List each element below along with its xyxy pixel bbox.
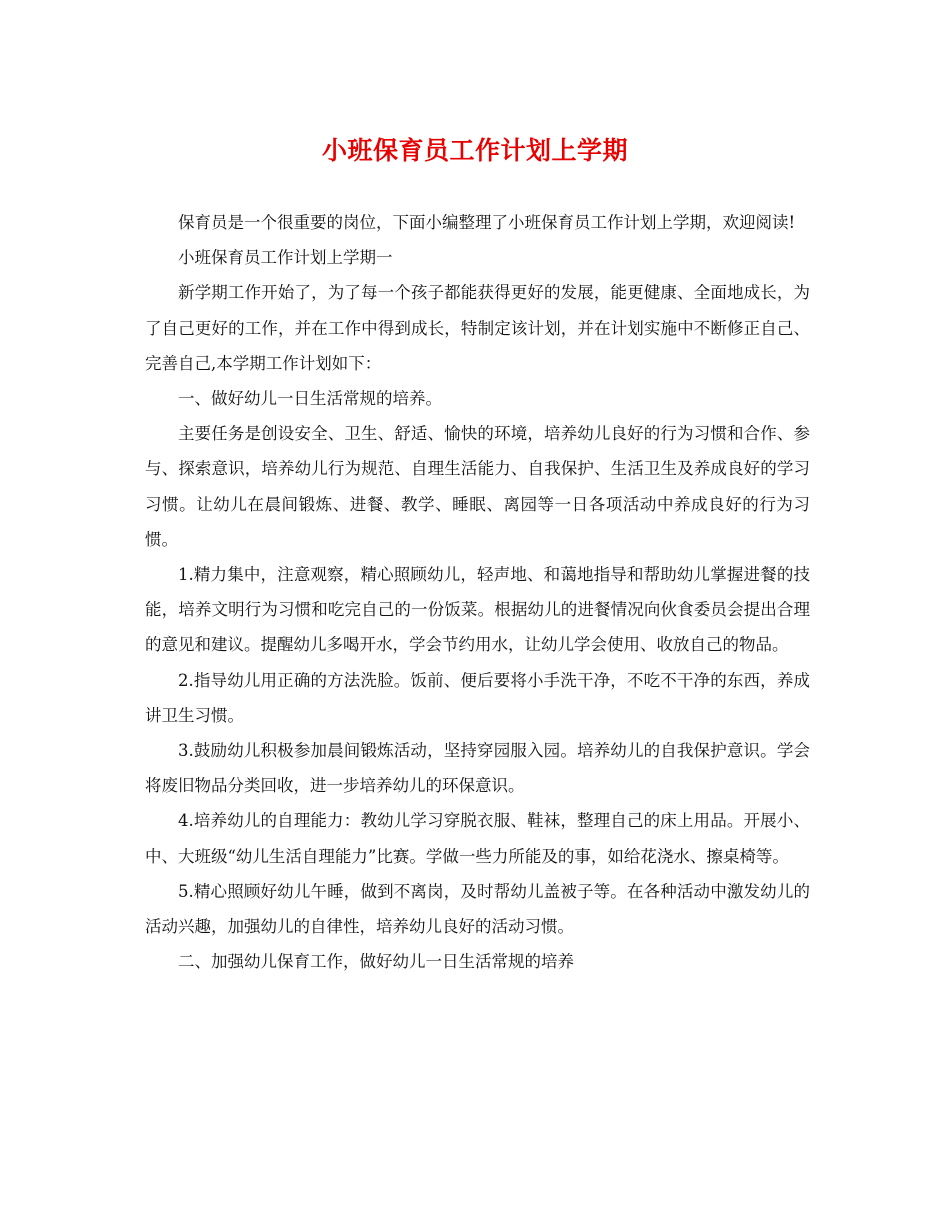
paragraph-opening: 新学期工作开始了，为了每一个孩子都能获得更好的发展，能更健康、全面地成长，为了自己更好的工作，并在工作中得到成长，特制定该计划，并在计划实施中不断修正自己、完善自己,本学期工作计划如下：	[145, 283, 810, 373]
paragraph-item-5: 5.精心照顾好幼儿午睡，做到不离岗，及时帮幼儿盖被子等。在各种活动中激发幼儿的活动兴趣，加强幼儿的自律性，培养幼儿良好的活动习惯。	[145, 881, 810, 937]
paragraph-section-heading: 小班保育员工作计划上学期一	[178, 248, 393, 268]
paragraph-item-2: 2.指导幼儿用正确的方法洗脸。饭前、便后要将小手洗干净，不吃不干净的东西，养成讲卫生习惯。	[145, 670, 810, 725]
document-body	[145, 205, 810, 979]
paragraph-item-1: 1.精力集中，注意观察，精心照顾幼儿，轻声地、和蔼地指导和帮助幼儿掌握进餐的技能，培养文明行为习惯和吃完自己的一份饭菜。根据幼儿的进餐情况向伙食委员会提出合理的意见和建议。提醒幼儿多喝开水，学会节约用水，让幼儿学会使用、收放自己的物品。	[145, 565, 810, 655]
paragraph-heading-2: 二、加强幼儿保育工作，做好幼儿一日生活常规的培养	[178, 952, 574, 972]
paragraph-main-task: 主要任务是创设安全、卫生、舒适、愉快的环境，培养幼儿良好的行为习惯和合作、参与、探索意识，培养幼儿行为规范、自理生活能力、自我保护、生活卫生及养成良好的学习习惯。让幼儿在晨间锻炼、进餐、教学、睡眠、离园等一日各项活动中养成良好的行为习惯。	[145, 424, 810, 549]
paragraph-item-3: 3.鼓励幼儿积极参加晨间锻炼活动，坚持穿园服入园。培养幼儿的自我保护意识。学会将废旧物品分类回收，进一步培养幼儿的环保意识。	[145, 741, 810, 796]
document-title: 小班保育员工作计划上学期	[321, 136, 628, 165]
paragraph-intro: 保育员是一个很重要的岗位，下面小编整理了小班保育员工作计划上学期，欢迎阅读!	[178, 213, 796, 232]
paragraph-item-4: 4.培养幼儿的自理能力：教幼儿学习穿脱衣服、鞋袜，整理自己的床上用品。开展小、中、大班级“幼儿生活自理能力”比赛。学做一些力所能及的事，如给花浇水、擦桌椅等。	[145, 811, 810, 866]
paragraph-heading-1: 一、做好幼儿一日生活常规的培养。	[178, 389, 442, 409]
